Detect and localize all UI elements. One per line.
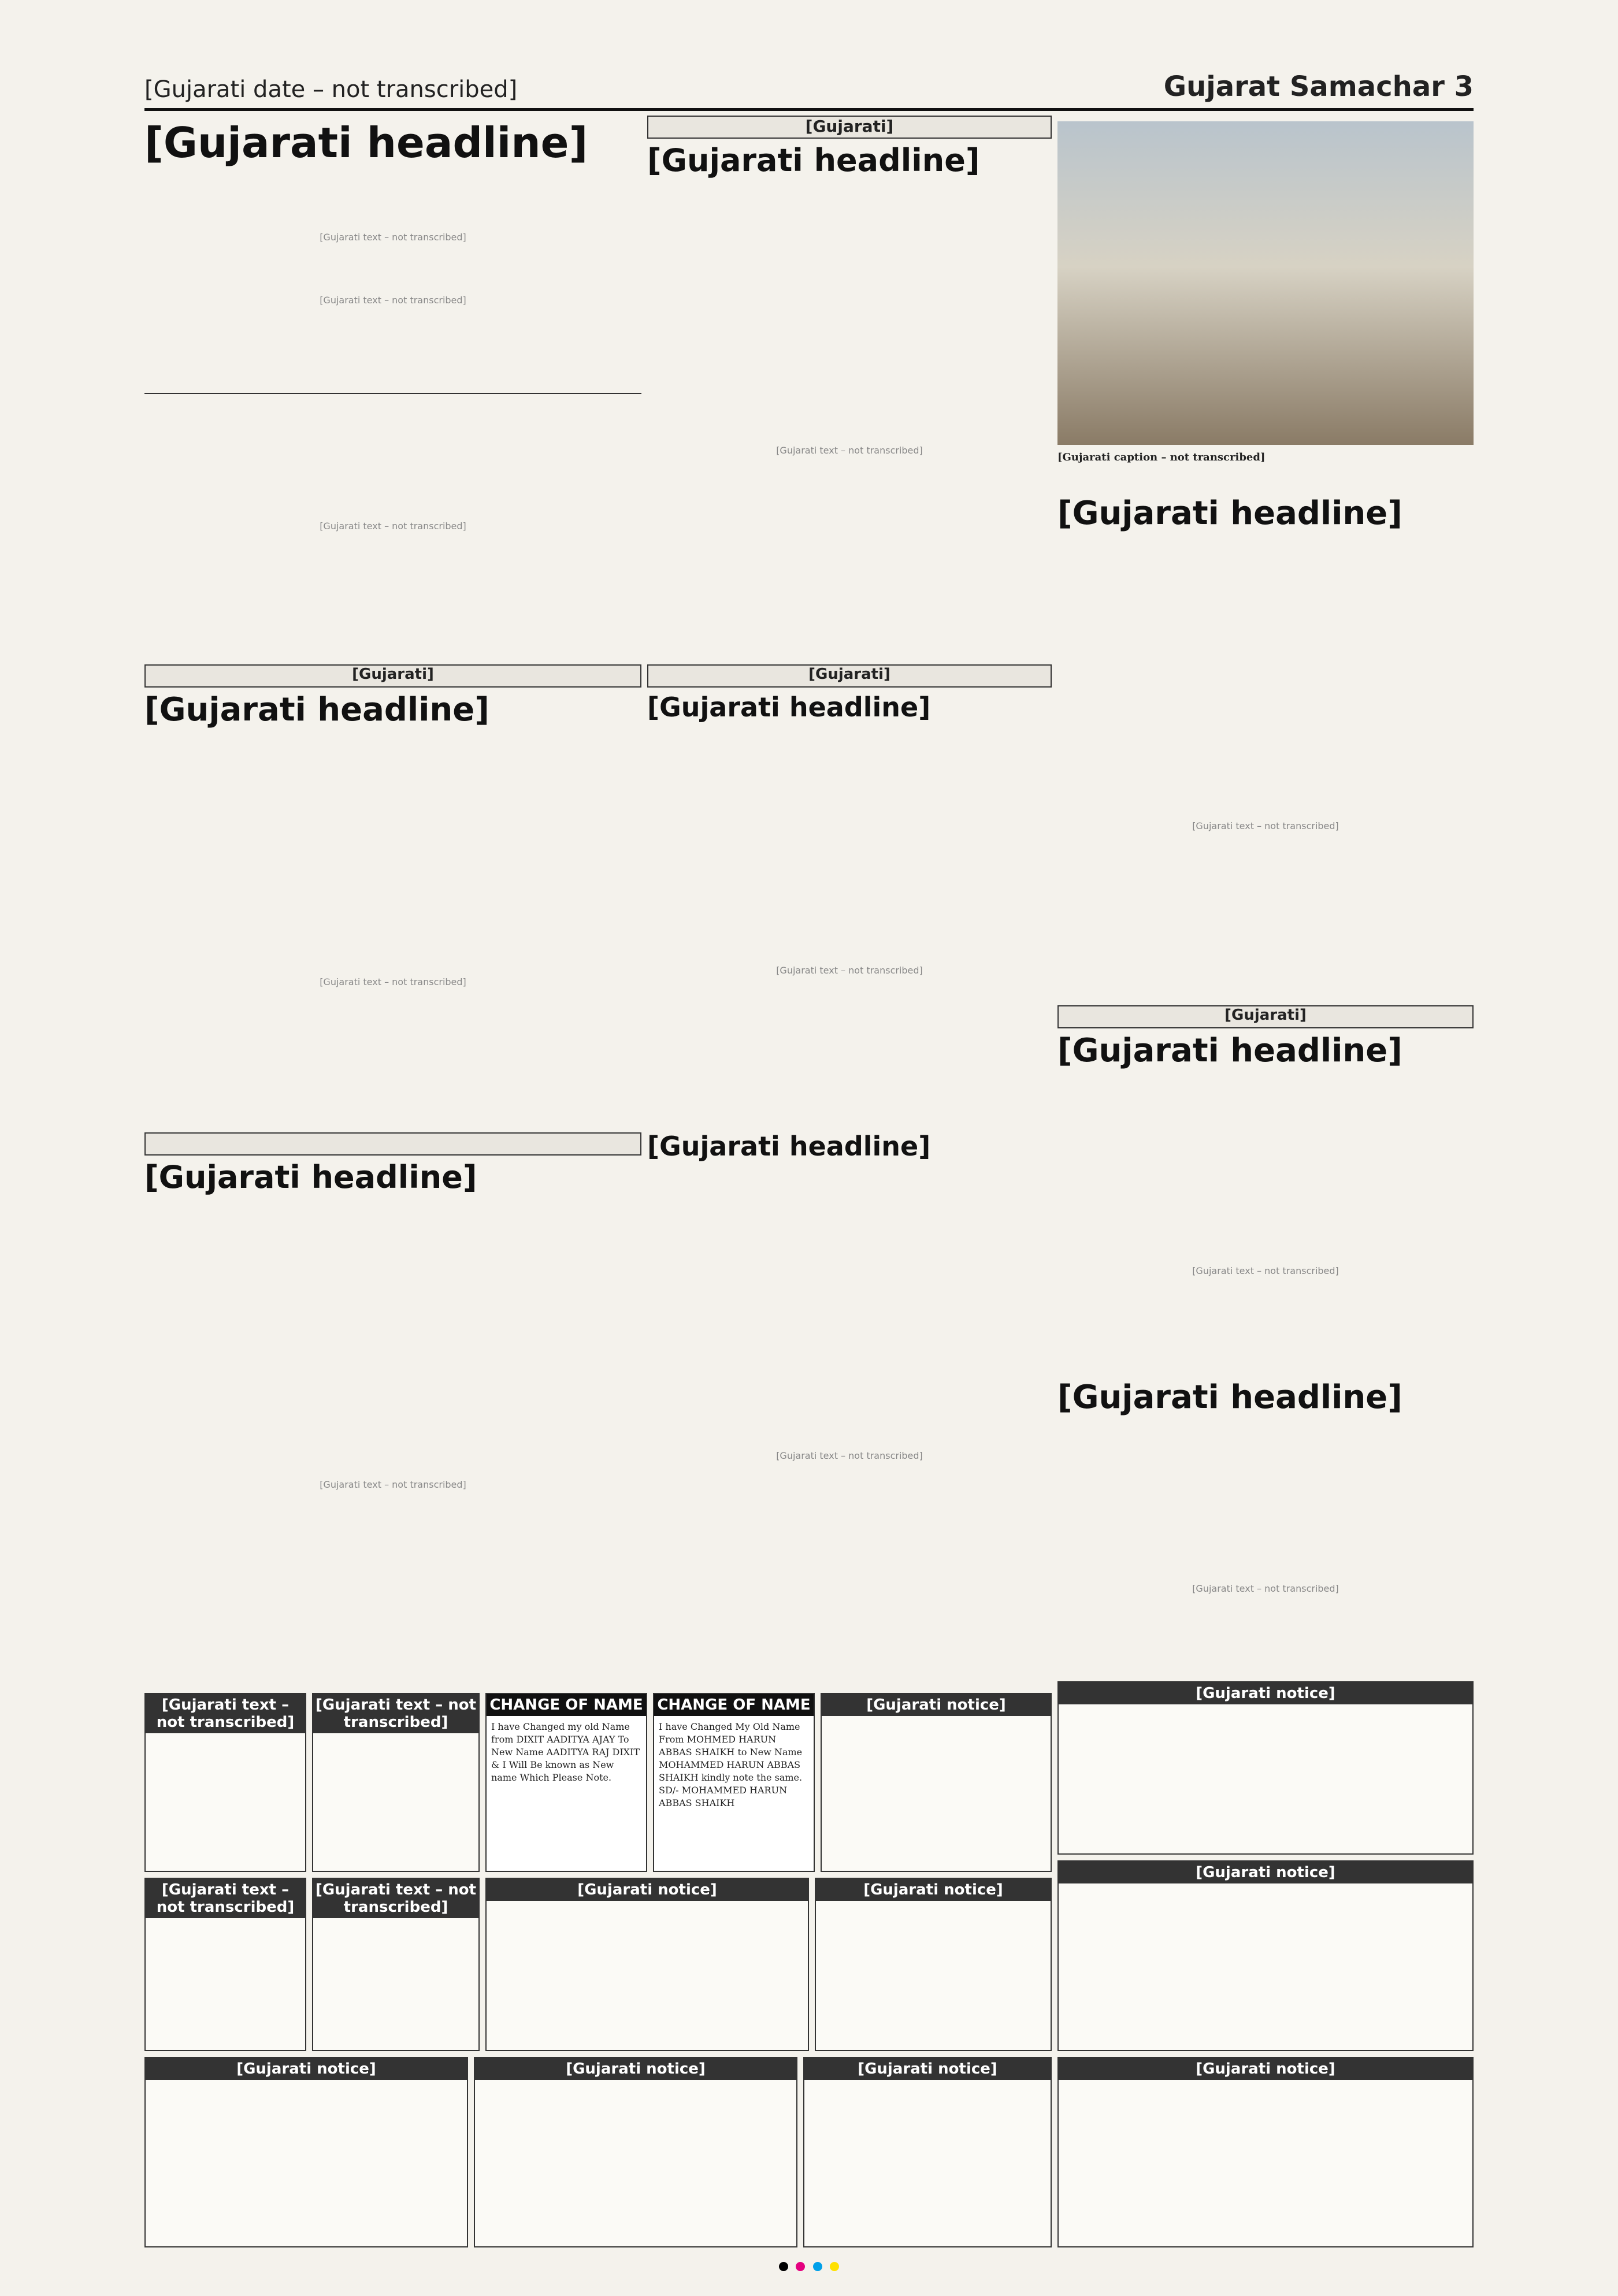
kicker: [Gujarati] (647, 116, 1052, 139)
article-headline: [Gujarati headline] (144, 1161, 477, 1195)
article-body: [Gujarati text – not transcribed] (320, 295, 466, 306)
article-body: [Gujarati text – not transcribed] (1192, 820, 1339, 831)
article-body: [Gujarati text – not transcribed] (1192, 1583, 1339, 1594)
masthead-bar (144, 70, 1474, 111)
legal-notice: [Gujarati notice] (803, 2057, 1052, 2247)
article-body: [Gujarati text – not transcribed] (776, 445, 923, 456)
article-headline: [Gujarati headline] (647, 1132, 931, 1162)
registration-marks (0, 2262, 1618, 2279)
legal-notice: [Gujarati notice] (821, 1693, 1052, 1872)
article-headline: [Gujarati headline] (647, 144, 980, 179)
news-photo (1057, 121, 1474, 445)
article-body: [Gujarati text – not transcribed] (776, 965, 923, 976)
classified-ad: [Gujarati text – not transcribed] (312, 1693, 480, 1872)
legal-notice: [Gujarati notice] (144, 2057, 468, 2247)
legal-notice: [Gujarati notice] (485, 1878, 809, 2051)
article-headline: [Gujarati headline] (1057, 1381, 1402, 1416)
legal-notice: [Gujarati notice] (1057, 1860, 1474, 2051)
legal-notice: [Gujarati notice] (815, 1878, 1052, 2051)
article-headline: [Gujarati headline] (1057, 1034, 1402, 1069)
kicker (144, 1132, 641, 1156)
paper-title: Gujarat Samachar 3 (1163, 70, 1474, 103)
article-body: [Gujarati text – not transcribed] (1192, 1265, 1339, 1276)
classified-ad: [Gujarati text – not transcribed] (144, 1693, 306, 1872)
article-body: [Gujarati text – not transcribed] (776, 1450, 923, 1461)
legal-notice: [Gujarati notice] (1057, 1681, 1474, 1855)
legal-notice: [Gujarati notice] (1057, 2057, 1474, 2247)
date-line: [Gujarati date – not transcribed] (144, 76, 518, 103)
page-number: 3 (1454, 70, 1474, 103)
classified-ad: [Gujarati text – not transcribed] (312, 1878, 480, 2051)
kicker: [Gujarati] (647, 664, 1052, 688)
article-body: [Gujarati text – not transcribed] (144, 393, 641, 659)
classified-ad: [Gujarati text – not transcribed] (144, 1878, 306, 2051)
legal-notice: [Gujarati notice] (474, 2057, 797, 2247)
change-of-name-ad: CHANGE OF NAME I have Changed my old Name from DIXIT AADITYA AJAY To New Name AADITYA RAJ DIXIT & I Will Be known as New name Which Please Note. (485, 1693, 647, 1872)
article-body: [Gujarati text – not transcribed] (320, 976, 466, 987)
article-headline: [Gujarati headline] [Gujarati text – not transcribed] (144, 121, 588, 243)
kicker: [Gujarati] (144, 664, 641, 688)
sub-headline (144, 352, 641, 387)
article-body: [Gujarati text – not transcribed] (320, 1479, 466, 1490)
photo-caption: [Gujarati caption – not transcribed] (1057, 451, 1266, 463)
article-headline: [Gujarati headline] (647, 693, 931, 723)
article-headline: [Gujarati headline] (1057, 497, 1402, 532)
article-headline: [Gujarati headline] (144, 693, 489, 729)
kicker: [Gujarati] (1057, 1005, 1474, 1028)
change-of-name-ad: CHANGE OF NAME I have Changed My Old Name From MOHMED HARUN ABBAS SHAIKH to New Name MOHAMMED HARUN ABBAS SHAIKH kindly note the same. SD/- MOHAMMED HARUN ABBAS SHAIKH (653, 1693, 815, 1872)
